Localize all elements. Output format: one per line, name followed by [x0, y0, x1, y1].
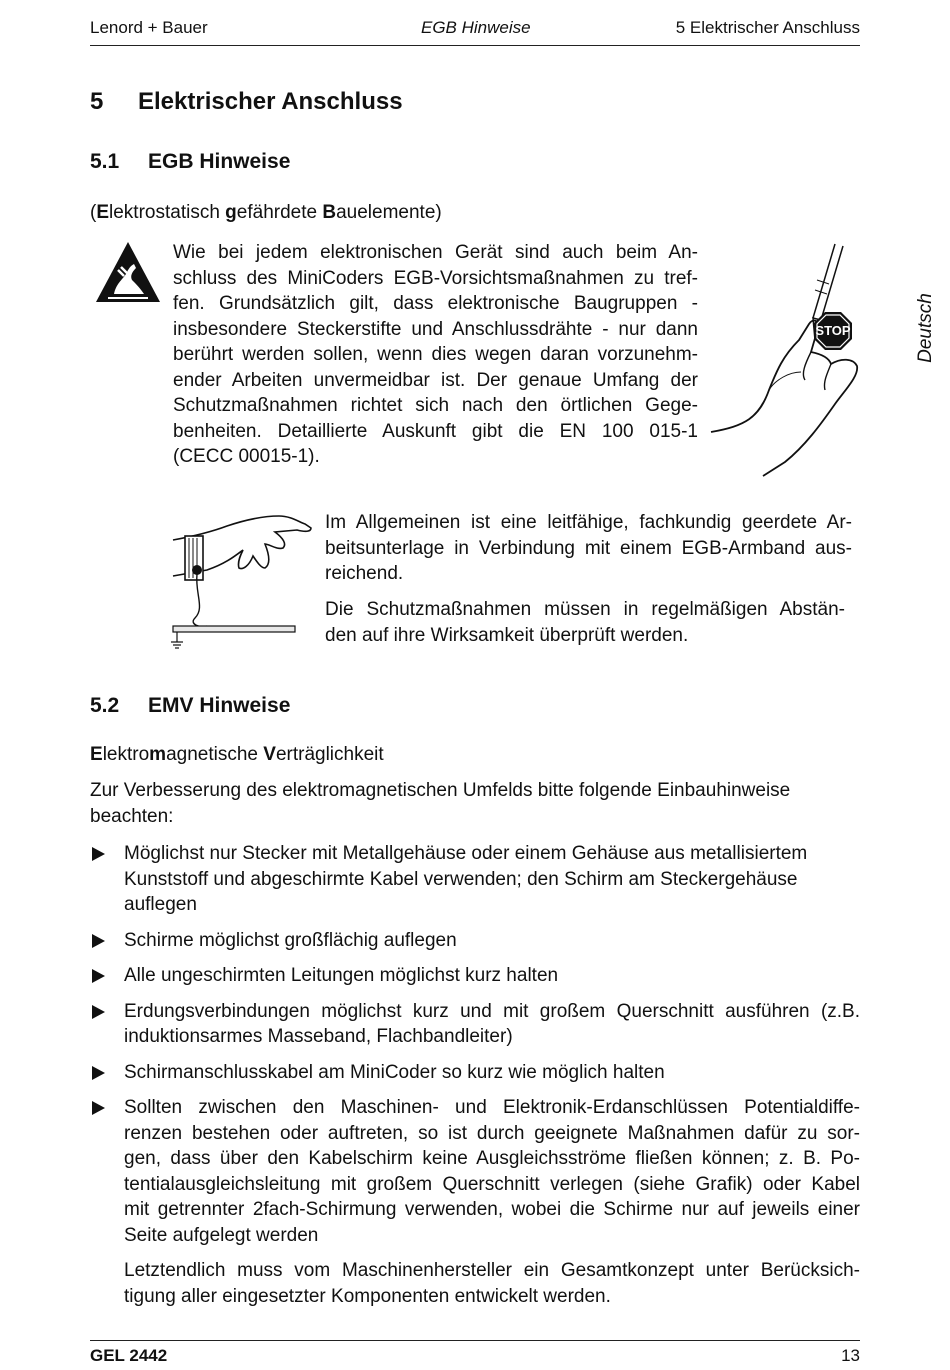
esd-paragraph-1 [173, 240, 698, 470]
header-rule [90, 45, 860, 46]
list-item [90, 963, 860, 989]
emv-intro [90, 778, 842, 829]
para1-line: Wie bei jedem elektronischen Gerät sind auch beim An- [173, 242, 698, 263]
para1-line: schluss des MiniCoders EGB-Vorsichtsmaßnahmen zu tref- [173, 267, 698, 289]
footer-rule [90, 1340, 860, 1341]
list-item [90, 841, 860, 918]
abbrev-bold-2: g [225, 202, 237, 223]
emv-intro-line: Zur Verbesserung des elektromagnetischen Umfelds bitte folgende Einbauhinweise [90, 780, 791, 801]
para2-line: reichend. [325, 563, 404, 584]
esd-paragraph-3 [325, 597, 845, 648]
para1-line: Schutzmaßnahmen richtet sich nach den örtlichen Gege- [173, 395, 698, 416]
list-item [90, 928, 860, 954]
bullet-line: mit getrennter 2fach-Schirmung verwenden, wobei die Schirme nur auf jeweils einer [124, 1199, 860, 1220]
para1-line: fen. Grundsätzlich gilt, dass elektronische Baugruppen - [173, 293, 698, 314]
section-5-heading [90, 88, 403, 116]
abbrev-text-2: efährdete [236, 202, 323, 223]
header-left: Lenord + Bauer [90, 18, 208, 37]
bullet-line: Alle ungeschirmten Leitungen möglichst kurz halten [124, 965, 559, 986]
section-5-1-number: 5.1 [90, 150, 120, 173]
egb-abbreviation [90, 200, 442, 226]
list-item [90, 999, 860, 1050]
section-5-title: Elektrischer Anschluss [138, 88, 403, 115]
bullet-triangle-icon [92, 1066, 105, 1080]
section-5-2-heading [90, 694, 290, 718]
section-5-2-number: 5.2 [90, 694, 120, 717]
list-item [90, 1060, 860, 1086]
wrist-strap-illustration [165, 510, 315, 655]
para1-line: insbesondere Steckerstifte und Anschlussdrähte - nur dann [173, 318, 698, 340]
emv-abbrev-bold-2: m [149, 744, 167, 765]
emv-abbreviation [90, 742, 384, 768]
bullet-line: Sollten zwischen den Maschinen- und Elektronik-Erdanschlüssen Potentialdiffe- [124, 1097, 860, 1118]
para3-line: Die Schutzmaßnahmen müssen in regelmäßigen Abstän- [325, 599, 845, 620]
header-center: EGB Hinweise [421, 18, 531, 37]
bullet-line: gen, dass über den Kabelschirm keine Ausgleichsströme fließen können; z. B. Po- [124, 1148, 860, 1169]
emv-abbrev-bold-3: V [263, 744, 276, 765]
abbrev-bold-1: E [96, 202, 110, 223]
bullet-line: induktionsarmes Masseband, Flachbandleiter) [124, 1026, 513, 1047]
stop-sign-label: STOP [815, 323, 851, 338]
abbrev-text-1: lektrostatisch [109, 202, 226, 223]
emv-abbrev-text-1: lektro [102, 744, 150, 765]
para3-line: den auf ihre Wirksamkeit überprüft werden. [325, 624, 689, 646]
bullet-line: Schirme möglichst großflächig auflegen [124, 929, 457, 951]
bullet-line: Kunststoff und abgeschirmte Kabel verwenden; den Schirm am Steckergehäuse [124, 868, 798, 890]
emv-abbrev-text-3: erträglichkeit [275, 744, 384, 765]
bullet-triangle-icon [92, 1101, 105, 1115]
para1-line: benheiten. Detaillierte Auskunft gibt die EN 100 015-1 [173, 420, 698, 442]
section-5-1-title: EGB Hinweise [148, 150, 291, 173]
footer-document-id: GEL 2442 [90, 1346, 168, 1365]
bullet-triangle-icon [92, 847, 105, 861]
para1-line: berührt werden sollen, wenn dies wegen daran vorzunehm- [173, 344, 698, 365]
abbrev-paren-close: ) [435, 202, 442, 223]
bullet-line: Seite aufgelegt werden [124, 1224, 319, 1246]
para2-line: beitsunterlage in Verbindung mit einem EGB-Armband aus- [325, 537, 852, 559]
bullet-line: tentialausgleichsleitung mit großem Querschnitt verlegen (siehe Grafik) oder Kabel [124, 1173, 860, 1195]
para2-line: Im Allgemeinen ist eine leitfähige, fachkundig geerdete Ar- [325, 512, 852, 533]
abbrev-paren-open: ( [90, 202, 97, 223]
esd-paragraph-2 [325, 510, 852, 587]
para1-line: ender Arbeiten unvermeidbar ist. Der genaue Umfang der [173, 369, 698, 391]
section-5-number: 5 [90, 88, 104, 115]
esd-warning-icon [94, 240, 162, 304]
emv-abbrev-bold-1: E [90, 744, 103, 765]
hand-stop-illustration [705, 240, 875, 480]
bullet-line: Erdungsverbindungen möglichst kurz und mit großem Querschnitt ausführen (z.B. [124, 1000, 860, 1022]
abbrev-text-3: auelemente [336, 202, 436, 223]
bullet-triangle-icon [92, 969, 105, 983]
abbrev-bold-3: B [322, 202, 337, 223]
bullet-line: auflegen [124, 894, 197, 915]
closing-line: tigung aller eingesetzter Komponenten entwickelt werden. [124, 1285, 611, 1307]
list-item [90, 1095, 860, 1248]
closing-paragraph [90, 1258, 860, 1309]
language-side-tab: Deutsch [915, 293, 936, 363]
bullet-triangle-icon [92, 1005, 105, 1019]
bullet-triangle-icon [92, 934, 105, 948]
bullet-line: Möglichst nur Stecker mit Metallgehäuse oder einem Gehäuse aus metallisiertem [124, 843, 808, 864]
emv-intro-line: beachten: [90, 805, 174, 827]
bullet-line: Schirmanschlusskabel am MiniCoder so kurz wie möglich halten [124, 1061, 665, 1083]
emv-abbrev-text-2: agnetische [166, 744, 264, 765]
header-right: 5 Elektrischer Anschluss [675, 18, 860, 37]
section-5-1-heading [90, 150, 290, 174]
emv-bullet-list [90, 841, 860, 1319]
closing-line: Letztendlich muss vom Maschinenhersteller ein Gesamtkonzept unter Berücksich- [124, 1260, 860, 1281]
bullet-line: renzen bestehen oder auftreten, so ist durch geeignete Maßnahmen dafür zu sor- [124, 1122, 860, 1144]
para1-line: (CECC 00015-1). [173, 446, 320, 467]
footer-page-number: 13 [841, 1346, 860, 1365]
section-5-2-title: EMV Hinweise [148, 694, 291, 717]
